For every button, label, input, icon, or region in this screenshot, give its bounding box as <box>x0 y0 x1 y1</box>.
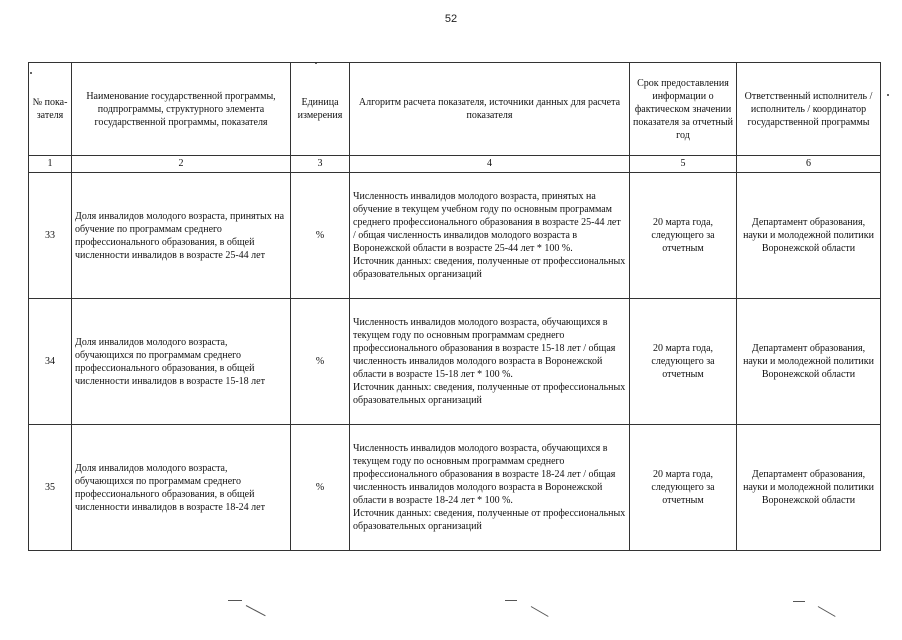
indicator-algorithm-cell <box>350 299 630 425</box>
indicator-unit: % <box>291 299 350 425</box>
scan-artifact <box>793 601 805 602</box>
indicator-name: Доля инвалидов молодого возраста, обучающихся по программам среднего профессионального образования, в общей численности инвалидов в возрасте 15-18 лет <box>72 299 291 425</box>
scan-artifact <box>228 600 242 601</box>
indicator-unit: % <box>291 425 350 551</box>
column-number: 2 <box>72 156 291 173</box>
header-cell-executor: Ответственный исполнитель / исполнитель / координатор государственной программы <box>737 63 881 156</box>
indicator-executor: Департамент образования, науки и молодежной политики Воронежской области <box>737 299 881 425</box>
scan-artifact <box>818 606 836 617</box>
scan-artifact <box>505 600 517 601</box>
header-row <box>29 63 881 156</box>
header-cell-unit: Единица измерения <box>291 63 350 156</box>
column-number: 6 <box>737 156 881 173</box>
indicator-deadline: 20 марта года, следующего за отчетным <box>630 299 737 425</box>
indicator-executor: Департамент образования, науки и молодежной политики Воронежской области <box>737 425 881 551</box>
indicator-number: 33 <box>29 173 72 299</box>
column-number-row <box>29 156 881 173</box>
indicator-number: 34 <box>29 299 72 425</box>
indicator-number: 35 <box>29 425 72 551</box>
indicator-name: Доля инвалидов молодого возраста, принятых на обучение по программам среднего профессионального образования, в общей численности инвалидов в возрасте 25-44 лет <box>72 173 291 299</box>
page-number: 52 <box>444 13 458 25</box>
indicator-executor: Департамент образования, науки и молодежной политики Воронежской области <box>737 173 881 299</box>
column-number: 3 <box>291 156 350 173</box>
header-cell-algorithm: Алгоритм расчета показателя, источники данных для расчета показателя <box>350 63 630 156</box>
table-row <box>29 173 881 299</box>
indicators-table <box>28 62 881 551</box>
header-cell-deadline: Срок предоставления информации о фактическом значении показателя за отчетный год <box>630 63 737 156</box>
indicator-algorithm-cell <box>350 425 630 551</box>
column-number: 5 <box>630 156 737 173</box>
indicator-algorithm: Численность инвалидов молодого возраста, обучающихся в текущем году по основным программам среднего профессионального образования в возрасте 18-24 лет / общая численность инвалидов молодого возраста в Воронежской области в возрасте 18-24 лет * 100 %. <box>353 443 616 506</box>
table-row <box>29 425 881 551</box>
table-row <box>29 299 881 425</box>
indicator-source: Источник данных: сведения, полученные от профессиональных образовательных организаций <box>353 256 626 280</box>
indicator-deadline: 20 марта года, следующего за отчетным <box>630 425 737 551</box>
scan-artifact <box>531 606 549 617</box>
indicator-algorithm: Численность инвалидов молодого возраста, обучающихся в текущем году по основным программам среднего профессионального образования в возрасте 15-18 лет / общая численность инвалидов молодого возраста в Воронежской области в возрасте 15-18 лет * 100 %. <box>353 317 616 380</box>
scan-artifact <box>246 605 266 616</box>
indicator-source: Источник данных: сведения, полученные от профессиональных образовательных организаций <box>353 508 626 532</box>
scan-artifact <box>30 72 32 74</box>
scan-artifact <box>887 94 889 96</box>
header-cell-name: Наименование государственной программы, подпрограммы, структурного элемента государственной программы, показателя <box>72 63 291 156</box>
indicator-algorithm-cell <box>350 173 630 299</box>
column-number: 1 <box>29 156 72 173</box>
indicator-deadline: 20 марта года, следующего за отчетным <box>630 173 737 299</box>
scan-artifact <box>315 62 317 64</box>
column-number: 4 <box>350 156 630 173</box>
indicator-algorithm: Численность инвалидов молодого возраста, принятых на обучение в текущем учебном году по основным программам среднего профессионального образования в возрасте 25-44 лет / общая численность инвалидов молодого возраста в Воронежской области в возрасте 25-44 лет * 100 %. <box>353 191 621 254</box>
indicator-unit: % <box>291 173 350 299</box>
indicator-source: Источник данных: сведения, полученные от профессиональных образовательных организаций <box>353 382 626 406</box>
header-cell-number: № пока- зателя <box>29 63 72 156</box>
indicator-name: Доля инвалидов молодого возраста, обучающихся по программам среднего профессионального образования, в общей численности инвалидов в возрасте 18-24 лет <box>72 425 291 551</box>
